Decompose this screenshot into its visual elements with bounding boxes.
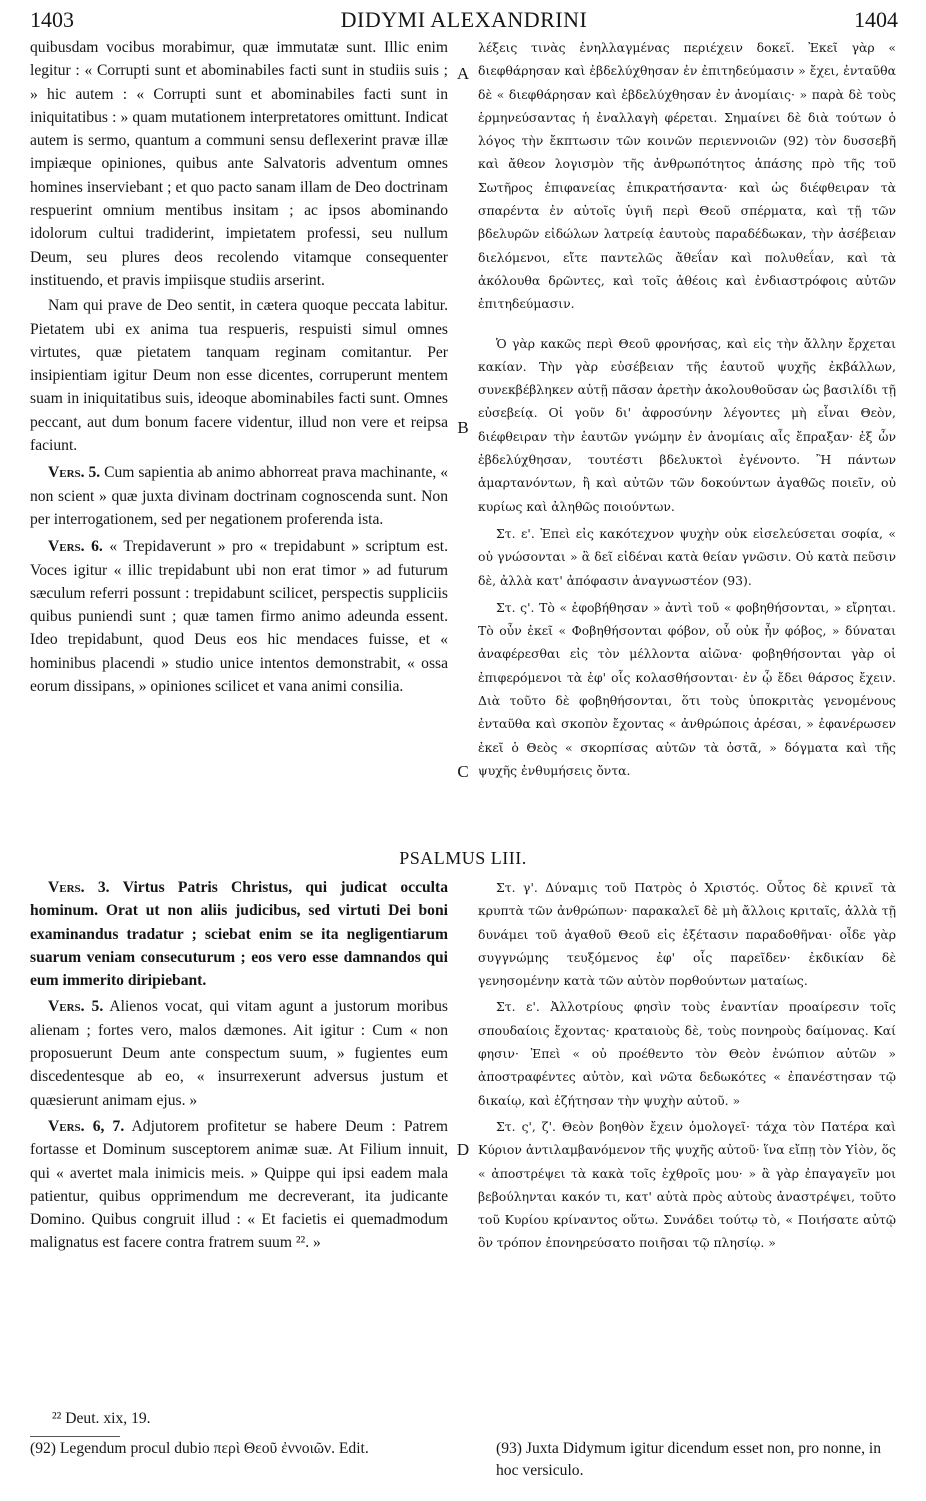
margin-marker-c: C bbox=[457, 762, 469, 781]
verse-label: Στ. ε'. bbox=[496, 999, 540, 1015]
verse-text: Θεὸν βοηθὸν ἔχειν ὁμολογεῖ· τάχα τὸν Πατέρα καὶ Κύριον ἀντιλαμβανόμενον τῆς ψυχῆς αὐτοῦ· ἵνα εἴπῃ τὸν Υἱὸν, ὅς « ἀποστρέψει τὰ κακὰ τοῖς ἐχθροῖς μου· » ἃ γὰρ ἐπαγαγεῖν μοι βεβούληνται κακόν τι, κατ' αὐτὰ πρὸς αὐτοὺς ἀναστρέψει, τοῦτο τοῦ Κυρίου κρίναντος οὕτω. Συνάδει τούτῳ τὸ, « Ποιήσατε αὐτῷ ὃν τρόπον ἐπονηρεύσατο ποιῆσαι τῷ πλησίῳ. » bbox=[478, 1118, 896, 1251]
running-title: DIDYMI ALEXANDRINI bbox=[340, 7, 588, 32]
running-header bbox=[30, 6, 898, 34]
verse-text: Ἐπεὶ εἰς κακότεχνον ψυχὴν οὐκ εἰσελεύσεται σοφία, « οὐ γνώσονται » ἃ δεῖ εἰδέναι κατὰ θείαν γνῶσιν. Οὐ κατὰ πεῦσιν δὲ, ἀλλὰ κατ' ἀπόφασιν ἀναγνωστέον (93). bbox=[478, 525, 896, 588]
verse-label: Vers. 6, 7. bbox=[48, 1117, 125, 1135]
latin-paragraph: quibusdam vocibus morabimur, quæ immutatæ sunt. Illic enim legitur : « Corrupti sunt et abominabiles facti sunt in studiis suis ; » hic autem : « Corrupti sunt et abominabiles facti sunt in iniquitatibus : » quam mutationem interpretatores omittunt. Indicat autem is sermo, quantum a communi sensu deflexerint pravæ illæ impiæque opiniones, quibus ante Salvatoris adventum omnes homines inserviebant ; et quo pacto sanam illam de Deo doctrinam respuerint omnium mentibus insitam ; ac ipsos abominando idolorum cultui tradiderint, impietatem professi, seu nullum Deum, seu plures deos recolendo vitamque consequenter instituendo, et pravis impiisque studiis arserint. bbox=[30, 39, 448, 289]
latin-verse-3 bbox=[30, 876, 448, 992]
verse-text: Cum sapientia ab animo abhorreat prava machinante, « non scient » quæ juxta divinam doctrinam cognoscenda sunt. Non per interrogationem, sed per negationem proferenda ista. bbox=[30, 464, 448, 528]
verse-text: Adjutorem profitetur se habere Deum : Patrem fortasse et Dominum susceptorem animæ suæ. At Filium innuit, qui « avertet mala inimicis meis. » Quippe qui ipsi eadem mala patientur, quibus opprimendum me decreverant, ita judicante Domino. Quibus congruit illud : « Et facietis ei quemadmodum malignatus est facere contra fratrem suum ²². » bbox=[30, 1117, 448, 1252]
verse-label: Στ. ς', ζ'. bbox=[496, 1118, 556, 1134]
verse-label: Στ. ς'. bbox=[496, 599, 535, 615]
greek-verse-5b bbox=[478, 995, 896, 1111]
latin-column-top bbox=[30, 36, 448, 844]
verse-text: Virtus Patris Christus, qui judicat occulta hominum. Orat ut non aliis judicibus, sed virtuti Dei boni examinandus tradatur ; sciebat enim se ita negligentiarum suarum veniam consecuturum ; eos vero esse damnandos qui eum immerito diripiebant. bbox=[30, 879, 448, 990]
footnote-rule bbox=[30, 1436, 120, 1437]
verse-label: Στ. γ'. bbox=[496, 880, 538, 895]
page-number-left: 1403 bbox=[30, 7, 74, 32]
greek-verse-3 bbox=[478, 876, 896, 992]
greek-paragraph: λέξεις τινὰς ἐνηλλαγμένας περιέχειν δοκεῖ. Ἐκεῖ γὰρ « διεφθάρησαν καὶ ἐβδελύχθησαν ἐν ἐπιτηδεύμασιν » ἔχει, ἐνταῦθα δὲ « διεφθάρησαν καὶ ἐβδελύχθησαν ἐν ἀνομίαις· » παρὰ δὲ τοὺς ἑρμηνεύσαντας ἡ ἐναλλαγὴ φέρεται. Σημαίνει δὲ διὰ τούτων ὁ λόγος τὴν ἔκπτωσιν τῶν κοινῶν περιεννοιῶν (92) τὸν δυσσεβῆ καὶ ἄθεον λογισμὸν τῆς ἀνθρωπότητος ἁπάσης πρὸ τῆς τοῦ Σωτῆρος ἐπιφανείας ἐπικρατήσαντα· καὶ ὡς διέφθειραν τὰ σπαρέντα ἐν αὐτοῖς ὑγιῆ περὶ Θεοῦ σπέρματα, καὶ τῇ τῶν βδελυρῶν εἰδώλων λατρείᾳ ἑαυτοὺς παραδέδωκαν, τὴν ἀσέβειαν διελόμενοι, εἴτε παντελῶς ἄθεΐαν καὶ πολυθεΐαν, καὶ τὰ ἀκόλουθα δρῶντες, καὶ τοῖς ἀθέοις καὶ ἐνδιαστρόφοις αὐτῶν ἐπιτηδεύμασιν. bbox=[478, 40, 896, 312]
scripture-reference: ²² Deut. xix, 19. bbox=[52, 1410, 151, 1427]
verse-label: Στ. ε'. bbox=[496, 525, 535, 541]
latin-verse-5 bbox=[30, 461, 448, 531]
latin-column-bottom bbox=[30, 876, 448, 1398]
verse-label: Vers. 6. bbox=[48, 538, 103, 556]
verse-text: Ἀλλοτρίους φησὶν τοὺς ἐναντίαν προαίρεσιν τοῖς σπουδαίοις ἔχοντας· κραταιοὺς δὲ, τοὺς πονηροὺς δαίμονας. Καί φησιν· Ἐπεὶ « οὐ προέθεντο τὸν Θεὸν ἐνώπιον αὐτῶν » ἀποστραφέντες αὐτὸν, καὶ νῶτα δεδωκότες « ἐπανέστησαν τῷ δικαίῳ, καὶ ἐζήτησαν τὴν ψυχὴν αὐτοῦ. » bbox=[478, 999, 896, 1108]
greek-verse-5 bbox=[478, 522, 896, 592]
verse-label: Vers. 5. bbox=[48, 464, 101, 482]
page-number-right: 1404 bbox=[854, 7, 898, 32]
footnote-93: (93) Juxta Didymum igitur dicendum esset non, pro nonne, in hoc versiculo. bbox=[496, 1440, 882, 1479]
greek-verse-6 bbox=[478, 596, 896, 782]
margin-marker-a: A bbox=[456, 64, 470, 83]
greek-verse-6-7 bbox=[478, 1115, 896, 1255]
margin-marker-b: B bbox=[457, 418, 469, 437]
greek-column-bottom bbox=[478, 876, 896, 1398]
verse-label: Vers. 3. bbox=[48, 879, 110, 896]
latin-verse-6-7 bbox=[30, 1115, 448, 1255]
verse-label: Vers. 5. bbox=[48, 998, 104, 1016]
verse-text: « Trepidaverunt » pro « trepidabunt » scriptum est. Voces igitur « illic trepidabunt ubi non erat timor » ad futurum sæculum referri possunt : trepidabunt scilicet, perspectis suppliciis quibus puniendi sunt ; quæ tamen firmo animo adeunda essent. Ideo trepidabunt, quod Deus eos hic mendaces fuisse, et « hominibus placendi » studio unice intentos demonstrabit, « ossa eorum dissipans, » opiniones scilicet et vana animi consilia. bbox=[30, 538, 448, 696]
verse-text: Τὸ « ἐφοβήθησαν » ἀντὶ τοῦ « φοβηθήσονται, » εἴρηται. Τὸ οὖν ἐκεῖ « Φοβηθήσονται φόβον, οὗ οὐκ ἦν φόβος, » δύναται ἀναφέρεσθαι εἰς τὸν μέλλοντα αἰῶνα· φοβηθήσονται γὰρ οἱ ἐπιφερόμενοι τὰ ἐφ' οἷς κολασθήσονται· ἐν ᾧ ἔδει θάρσος ἔχειν. Διὰ τοῦτο δὲ φοβηθήσονται, ὅτι τοὺς ὑποκριτὰς γενομένους ἐνταῦθα καὶ σκοπὸν ἔχοντας « ἀνθρώποις ἀρέσαι, » ἐφανέρωσεν ἐκεῖ ὁ Θεὸς « σκορπίσας αὐτῶν τὰ ὀστᾶ, » δόγματα καὶ τῆς ψυχῆς ἐνθυμήσεις ὄντα. bbox=[478, 599, 896, 778]
greek-column-top bbox=[478, 36, 896, 844]
verse-text: Δύναμις τοῦ Πατρὸς ὁ Χριστός. Οὗτος δὲ κρινεῖ τὰ κρυπτὰ τῶν ἀνθρώπων· παρακαλεῖ δὲ μὴ ἄλλοις κριταῖς, ἀλλὰ τῇ δυνάμει τοῦ ἀγαθοῦ Θεοῦ εἰς ἐξέτασιν παραδοθῆναι· οἶδε γὰρ συγγνώμης τευξόμενος ἐφ' οἷς παρεῖδεν· ἐκδικίαν δὲ γενησομένην κατὰ τῶν αὐτὸν πορθούντων ματαίως. bbox=[478, 880, 896, 989]
latin-verse-6 bbox=[30, 535, 448, 698]
footnote-92: (92) Legendum procul dubio περὶ Θεοῦ ἐννοιῶν. Edit. bbox=[30, 1440, 369, 1457]
latin-paragraph: Nam qui prave de Deo sentit, in cætera quoque peccata labitur. Pietatem ubi ex anima tua respueris, respuisti simul omnes virtutes, quæ pietatem tanquam reginam comitantur. Per insipientiam igitur Deum non esse dicentes, corruperunt mentem suam in iniquitatibus suis, ideoque abominabiles facti sunt. Omnes peccant, aut dum bonum facere videntur, illud non vere et reipsa faciunt. bbox=[30, 297, 448, 455]
verse-text: Alienos vocat, qui vitam agunt a justorum moribus alienam ; fortes vero, malos dæmones. Ait igitur : Cum « non proposuerunt Deum ante conspectum suum, » fugientes eum discedentesque ab eo, « insurrexerunt adversus justum et quæsierunt animam ejus. » bbox=[30, 998, 448, 1109]
greek-paragraph: Ὁ γὰρ κακῶς περὶ Θεοῦ φρονήσας, καὶ εἰς τὴν ἄλλην ἔρχεται κακίαν. Τὴν γὰρ εὐσέβειαν τῆς ἑαυτοῦ ψυχῆς ἐκβάλλων, συνεκβέβληκεν αὐτῇ πᾶσαν ἀρετὴν ἀκολουθοῦσαν ὡς βασιλίδι τῇ εὐσεβείᾳ. Οἱ γοῦν δι' ἀφροσύνην λέγοντες μὴ εἶναι Θεὸν, διέφθειραν τὴν ἑαυτῶν γνώμην ἐν ἀνομίαις αἷς ἔπραξαν· ἐξ ὧν ἐβδελύχθησαν, τουτέστι βδελυκτοὶ ἐγένοντο. Ἢ πάντων ἁμαρτανόντων, ἢ καὶ αὐτῶν τῶν δοκούντων ἀγαθῶς ποιεῖν, οὐ κυρίως καὶ ἀληθῶς ποιούντων. bbox=[478, 335, 896, 514]
latin-verse-5b bbox=[30, 995, 448, 1111]
margin-marker-d: D bbox=[456, 1140, 470, 1159]
psalm-heading: PSALMUS LIII. bbox=[399, 848, 527, 868]
